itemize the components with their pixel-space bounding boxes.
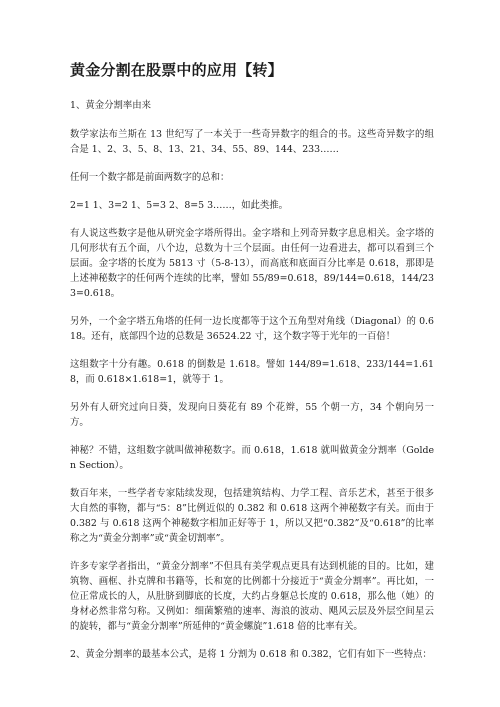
paragraph-history: 数百年来，一些学者专家陆续发现，包括建筑结构、力学工程、音乐艺术，甚至于很多大自然的事物，都与“5：8”比例近似的 0.382 和 0.618 这两个神秘数字有关。而由于 0.382 与 0.618 这两个神秘数字相加正好等于 1，所以又把“0.382”及“0.618”的比率称之为“黄金分割率”或“黄金切割率”。	[70, 488, 434, 544]
document-title: 黄金分割在股票中的应用【转】	[70, 61, 283, 79]
paragraph-pyramid: 有人说这些数字是他从研究金字塔所得出。金字塔和上列奇异数字息息相关。金字塔的几何形状有五个面，八个边，总数为十三个层面。由任何一边看进去，都可以看到三个层面。金字塔的长度为 5813 寸（5-8-13），而高底和底面百分比率是 0.618，那即是上述神秘数字的任何两个连续的比率，譬如 55/89=0.618，89/144=0.618，144/233=0.618。	[70, 228, 434, 299]
paragraph-pentagon: 另外，一个金字塔五角塔的任何一边长度都等于这个五角型对角线（Diagonal）的 0.618。还有，底部四个边的总数是 36524.22 寸，这个数字等于光年的一百倍！	[70, 316, 434, 342]
paragraph-sum-examples: 2=1 1、3=2 1、5=3 2、8=5 3……，如此类推。	[70, 200, 289, 211]
paragraph-golden-section: 神秘？不错，这组数字就叫做神秘数字。而 0.618，1.618 就叫做黄金分割率（Golden Section）。	[70, 445, 434, 471]
paragraph-fibonacci-intro: 数学家法布兰斯在 13 世纪写了一本关于一些奇异数字的组合的书。这些奇异数字的组合是 1、2、3、5、8、13、21、34、55、89、144、233……	[70, 129, 434, 155]
section-heading-formula: 2、黄金分割率的最基本公式，是将 1 分割为 0.618 和 0.382，它们有如下一些特点：	[70, 649, 432, 660]
paragraph-reciprocal: 这组数字十分有趣。0.618 的倒数是 1.618。譬如 144/89=1.618、233/144=1.618，而 0.618×1.618=1，就等于 1。	[70, 359, 434, 385]
paragraph-sum-rule: 任何一个数字都是前面两数字的总和：	[70, 172, 230, 183]
paragraph-sunflower: 另外有人研究过向日葵，发现向日葵花有 89 个花辫，55 个朝一方，34 个朝向另一方。	[70, 402, 434, 428]
section-heading-origin: 1、黄金分割率由来	[70, 100, 151, 111]
paragraph-experts: 许多专家学者指出，“黄金分割率”不但具有美学观点更具有达到机能的目的。比如，建筑物、画框、扑克牌和书籍等，长和宽的比例都十分接近于“黄金分割率”。再比如，一位正常成长的人，从肚脐到脚底的长度，大约占身躯总长度的 0.618，那么他（她）的身材必然非常匀称。又例如：细菌繁殖的速率、海浪的波动、飓风云层及外层空间星云的旋转，都与“黄金分割率”所延伸的“黄金螺旋”1.618 倍的比率有关。	[70, 561, 434, 632]
